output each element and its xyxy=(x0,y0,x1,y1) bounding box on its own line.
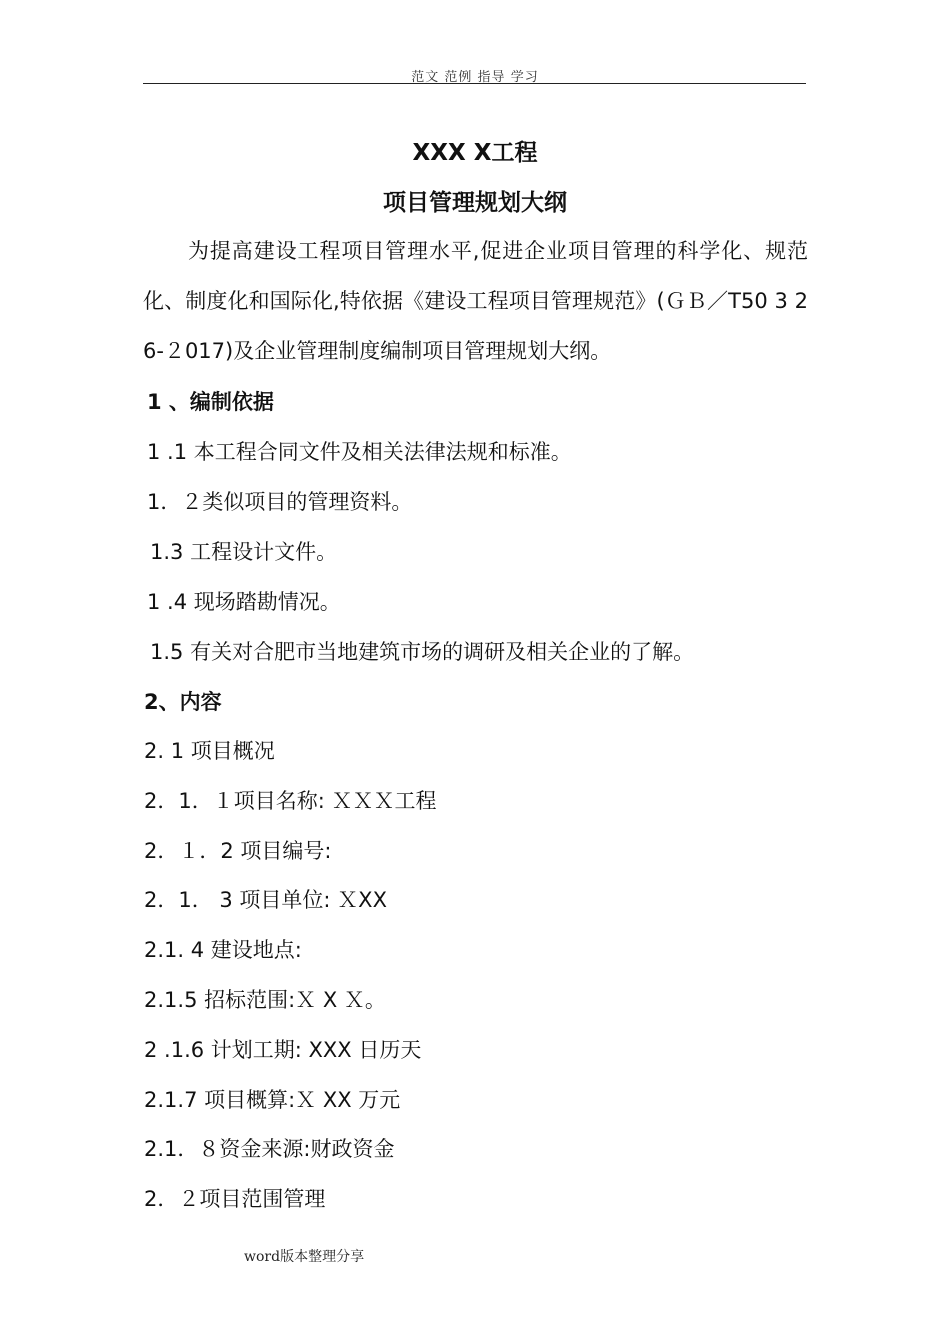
outline-item: 2. 1 项目概况 xyxy=(144,739,275,763)
outline-item: 2 .1.6 计划工期: XXX 日历天 xyxy=(144,1038,422,1062)
page-footer-text: word版本整理分享 xyxy=(244,1249,365,1265)
outline-item: 2．1．１项目名称: ＸＸＸ工程 xyxy=(144,789,437,813)
outline-item: 2.1.7 项目概算:Ｘ XX 万元 xyxy=(144,1088,401,1112)
page-header-text: 范文 范例 指导 学习 xyxy=(411,70,539,85)
outline-item: 2.1.5 招标范围:Ｘ X Ｘ。 xyxy=(144,988,386,1012)
document-title: XXX X工程 xyxy=(412,140,538,166)
outline-item: 2．1． 3 项目单位: ＸXX xyxy=(144,888,387,912)
outline-item: 2.1．８资金来源:财政资金 xyxy=(144,1137,395,1161)
section-heading: 1 、编制依据 xyxy=(147,390,274,414)
header-divider xyxy=(143,83,806,84)
outline-item: 1 .1 本工程合同文件及相关法律法规和标准。 xyxy=(147,440,572,464)
outline-item: 1 .4 现场踏勘情况。 xyxy=(147,590,341,614)
outline-item: 1.3 工程设计文件。 xyxy=(150,540,338,564)
outline-item: 2．１．2 项目编号: xyxy=(144,839,332,863)
document-subtitle: 项目管理规划大纲 xyxy=(383,190,567,216)
outline-item: 2.1. 4 建设地点: xyxy=(144,938,302,962)
section-heading: 2、内容 xyxy=(144,690,222,714)
outline-item: 1．２类似项目的管理资料。 xyxy=(147,490,413,514)
intro-paragraph: 为提高建设工程项目管理水平,促进企业项目管理的科学化、规范化、制度化和国际化,特依据《建设工程项目管理规范》(ＧＢ／T50 3 26-２017)及企业管理制度编制项目管理规划大纲。 xyxy=(143,239,808,363)
outline-item: 1.5 有关对合肥市当地建筑市场的调研及相关企业的了解。 xyxy=(150,640,695,664)
outline-item: 2．２项目范围管理 xyxy=(144,1187,326,1211)
